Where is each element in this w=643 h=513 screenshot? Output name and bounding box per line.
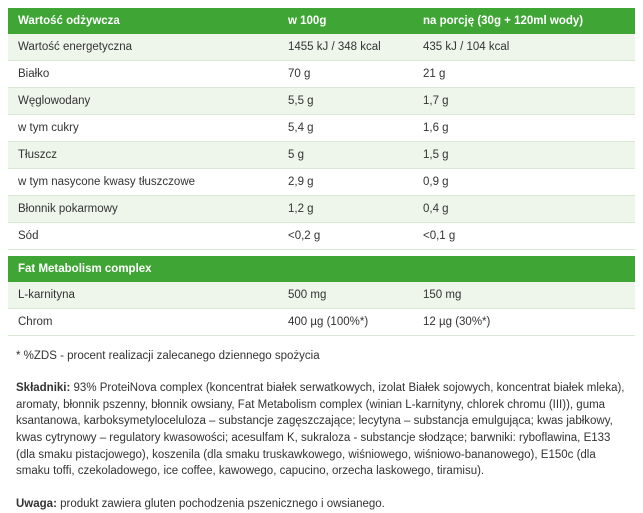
row-value-portion: 21 g: [413, 61, 635, 88]
table-row: [8, 61, 635, 88]
row-label: w tym cukry: [8, 115, 278, 142]
section-header-spacer-2: [413, 256, 635, 282]
row-value-portion: 435 kJ / 104 kcal: [413, 34, 635, 61]
row-label: L-karnityna: [8, 282, 278, 309]
row-value-100g: 1,2 g: [278, 196, 413, 223]
table-row: [8, 142, 635, 169]
row-value-portion: 1,5 g: [413, 142, 635, 169]
row-label: Węglowodany: [8, 88, 278, 115]
row-label: Błonnik pokarmowy: [8, 196, 278, 223]
row-value-portion: 12 µg (30%*): [413, 309, 635, 336]
ingredients-label: Składniki:: [16, 382, 71, 394]
row-value-100g: 70 g: [278, 61, 413, 88]
row-label: Wartość energetyczna: [8, 34, 278, 61]
row-value-portion: 150 mg: [413, 282, 635, 309]
table-row: [8, 309, 635, 336]
table-row: [8, 169, 635, 196]
row-value-100g: 5,4 g: [278, 115, 413, 142]
warning-label: Uwaga:: [16, 498, 57, 511]
row-label: w tym nasycone kwasy tłuszczowe: [8, 169, 278, 196]
row-value-100g: 5 g: [278, 142, 413, 169]
row-label: Chrom: [8, 309, 278, 336]
warning-text: produkt zawiera gluten pochodzenia pszenicznego i owsianego.: [56, 498, 385, 511]
row-value-portion: 0,4 g: [413, 196, 635, 223]
table-row: [8, 223, 635, 250]
ingredients-text: 93% ProteiNova complex (koncentrat białek serwatkowych, izolat Białek sojowych, koncentrat białek mleka), aromaty, błonnik pszenny, błonnik owsiany, Fat Metabolism complex (winian L-karnityny, chlorek chromu (III)), guma ksantanowa, karboksymetyloceluloza – substancje zagęszczające; lecytyna – substancja emulgująca; kwas jabłkowy, kwas cytrynowy – regulatory kwasowości; acesulfam K, sukraloza - substancje słodzące; barwniki: ryboflawina, E133 (dla smaku pistacjowego), koszenila (dla smaku truskawkowego, wiśniowego, wiśniowo-bananowego), E150c (dla smaku toffi, czekoladowego, ice coffee, kawowego, capucino, orzecha laskowego, tiramisu).: [16, 382, 625, 478]
row-label: Białko: [8, 61, 278, 88]
section-header-label: Fat Metabolism complex: [8, 256, 278, 282]
nutrition-table: [8, 8, 635, 336]
row-value-100g: 2,9 g: [278, 169, 413, 196]
row-value-100g: 500 mg: [278, 282, 413, 309]
row-value-portion: <0,1 g: [413, 223, 635, 250]
row-value-portion: 1,7 g: [413, 88, 635, 115]
row-value-100g: 400 µg (100%*): [278, 309, 413, 336]
row-value-portion: 0,9 g: [413, 169, 635, 196]
warning-block: [16, 496, 627, 513]
table-row: [8, 88, 635, 115]
row-label: Tłuszcz: [8, 142, 278, 169]
row-value-100g: 5,5 g: [278, 88, 413, 115]
footnote-zds: * %ZDS - procent realizacji zalecanego dziennego spożycia: [16, 350, 320, 362]
column-header-per-portion: na porcję (30g + 120ml wody): [413, 8, 635, 34]
table-row: [8, 34, 635, 61]
ingredients-block: [16, 380, 627, 480]
row-label: Sód: [8, 223, 278, 250]
table-row: [8, 196, 635, 223]
table-row: [8, 282, 635, 309]
row-value-100g: 1455 kJ / 348 kcal: [278, 34, 413, 61]
column-header-per-100g: w 100g: [278, 8, 413, 34]
row-value-portion: 1,6 g: [413, 115, 635, 142]
section-header-spacer-1: [278, 256, 413, 282]
table-header-row: [8, 8, 635, 34]
section-header-row: [8, 256, 635, 282]
row-value-100g: <0,2 g: [278, 223, 413, 250]
column-header-nutrient: Wartość odżywcza: [8, 8, 278, 34]
table-row: [8, 115, 635, 142]
